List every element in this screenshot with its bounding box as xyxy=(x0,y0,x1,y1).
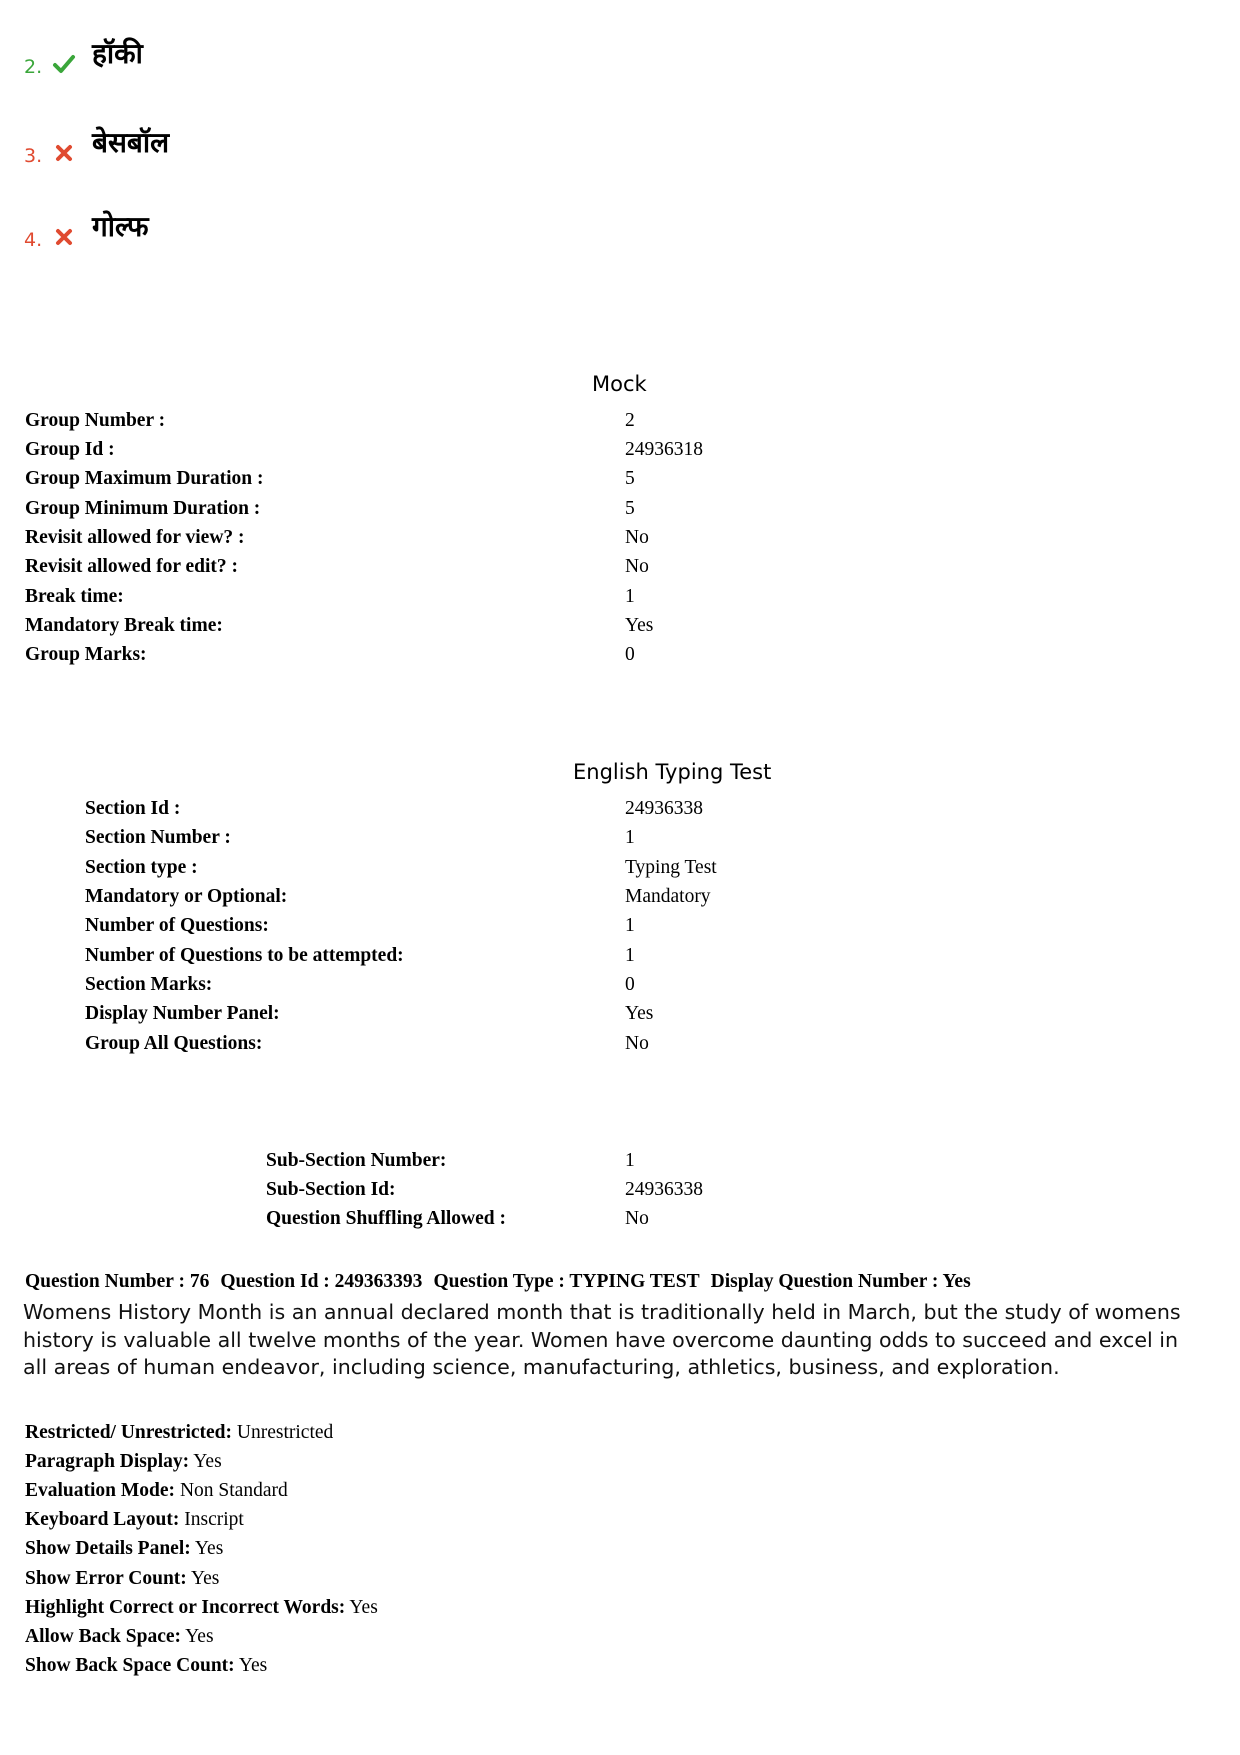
group-title: Mock xyxy=(592,372,647,396)
row-value: 2 xyxy=(625,410,635,431)
row-value: 1 xyxy=(625,915,635,936)
option-number: 4. xyxy=(24,229,43,251)
row-value: No xyxy=(625,527,649,548)
row-value: No xyxy=(625,556,649,577)
row-label: Section Id : xyxy=(85,798,181,819)
row-label: Group Number : xyxy=(25,410,166,431)
row-value: No xyxy=(625,1208,649,1229)
row-label: Number of Questions to be attempted: xyxy=(85,945,404,966)
property-value: Yes xyxy=(193,1451,222,1472)
option-number: 2. xyxy=(24,56,43,78)
property-label: Allow Back Space: xyxy=(25,1626,181,1647)
question-id: Question Id : 249363393 xyxy=(220,1271,423,1292)
row-label: Section type : xyxy=(85,857,198,878)
property-row xyxy=(25,1564,219,1593)
property-value: Yes xyxy=(238,1655,268,1676)
section-title: English Typing Test xyxy=(573,760,772,784)
display-question-number: Display Question Number : Yes xyxy=(710,1271,971,1292)
property-row xyxy=(25,1622,214,1651)
option-text: बेसबॉल xyxy=(92,126,170,159)
row-value: 0 xyxy=(625,974,635,995)
row-label: Section Number : xyxy=(85,827,231,848)
row-value: Yes xyxy=(625,615,654,636)
option-text: गोल्फ xyxy=(92,210,149,243)
row-label: Group Id : xyxy=(25,439,115,460)
row-label: Revisit allowed for edit? : xyxy=(25,556,239,577)
row-value: No xyxy=(625,1033,649,1054)
row-label: Break time: xyxy=(25,586,124,607)
row-value: 24936338 xyxy=(625,798,703,819)
question-type: Question Type : TYPING TEST xyxy=(433,1271,700,1292)
row-label: Question Shuffling Allowed : xyxy=(266,1208,507,1229)
property-value: Yes xyxy=(194,1538,224,1559)
property-label: Show Back Space Count: xyxy=(25,1655,235,1676)
question-number: Question Number : 76 xyxy=(25,1271,210,1292)
option-number: 3. xyxy=(24,145,43,167)
question-header xyxy=(25,1271,982,1293)
row-value: 1 xyxy=(625,1150,635,1171)
option-text: हॉकी xyxy=(92,37,143,70)
property-label: Keyboard Layout: xyxy=(25,1509,180,1530)
row-label: Mandatory Break time: xyxy=(25,615,223,636)
property-label: Evaluation Mode: xyxy=(25,1480,176,1501)
row-label: Sub-Section Number: xyxy=(266,1150,447,1171)
row-value: 0 xyxy=(625,644,635,665)
row-value: 1 xyxy=(625,586,635,607)
row-value: Mandatory xyxy=(625,886,711,907)
row-label: Mandatory or Optional: xyxy=(85,886,288,907)
property-label: Highlight Correct or Incorrect Words: xyxy=(25,1597,346,1618)
row-value: 1 xyxy=(625,827,635,848)
property-value: Yes xyxy=(349,1597,378,1618)
property-label: Show Details Panel: xyxy=(25,1538,191,1559)
row-label: Display Number Panel: xyxy=(85,1003,280,1024)
row-label: Section Marks: xyxy=(85,974,213,995)
property-row xyxy=(25,1651,267,1680)
property-row xyxy=(25,1593,378,1622)
row-value: Yes xyxy=(625,1003,654,1024)
property-row xyxy=(25,1418,333,1447)
property-row xyxy=(25,1505,244,1534)
row-label: Sub-Section Id: xyxy=(266,1179,396,1200)
cross-icon xyxy=(52,225,76,249)
property-value: Yes xyxy=(185,1626,214,1647)
row-value: Typing Test xyxy=(625,857,717,878)
row-label: Group Maximum Duration : xyxy=(25,468,264,489)
cross-icon xyxy=(52,141,76,165)
row-label: Group All Questions: xyxy=(85,1033,263,1054)
row-label: Revisit allowed for view? : xyxy=(25,527,245,548)
row-label: Group Marks: xyxy=(25,644,147,665)
property-value: Non Standard xyxy=(179,1480,288,1501)
property-label: Show Error Count: xyxy=(25,1568,187,1589)
row-label: Group Minimum Duration : xyxy=(25,498,261,519)
property-row xyxy=(25,1534,223,1563)
typing-passage: Womens History Month is an annual declared month that is traditionally held in March, but the study of womens history is valuable all twelve months of the year. Women have overcome daunting odds to succeed and excel in all areas of human endeavor, including science, manufacturing, athletics, business, and exploration. xyxy=(23,1300,1181,1379)
property-value: Yes xyxy=(190,1568,220,1589)
row-value: 5 xyxy=(625,468,635,489)
row-label: Number of Questions: xyxy=(85,915,269,936)
property-label: Restricted/ Unrestricted: xyxy=(25,1422,233,1443)
row-value: 24936338 xyxy=(625,1179,703,1200)
row-value: 1 xyxy=(625,945,635,966)
property-row xyxy=(25,1447,222,1476)
check-icon xyxy=(52,52,76,76)
row-value: 5 xyxy=(625,498,635,519)
property-label: Paragraph Display: xyxy=(25,1451,190,1472)
property-row xyxy=(25,1476,288,1505)
property-value: Unrestricted xyxy=(236,1422,334,1443)
row-value: 24936318 xyxy=(625,439,703,460)
property-value: Inscript xyxy=(184,1509,244,1530)
